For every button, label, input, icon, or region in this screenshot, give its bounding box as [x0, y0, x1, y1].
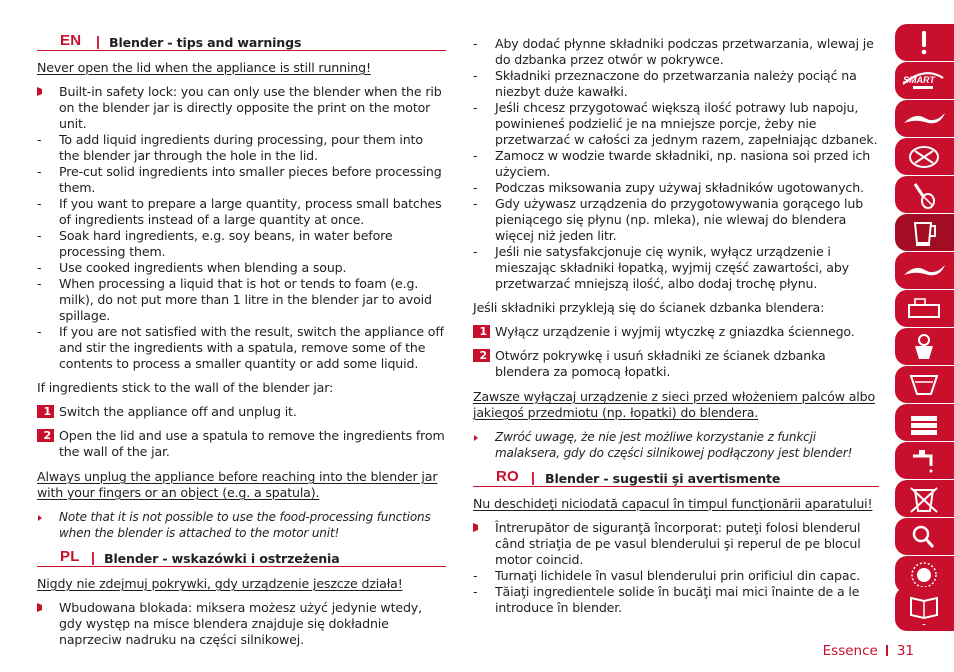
note-en: Note that it is not possible to use the food-processing functions when the blender is attached to the motor unit!: [37, 509, 446, 541]
svg-text:SMART: SMART: [903, 75, 935, 85]
safety-lock-pl: Wbudowana blokada: miksera możesz użyć jedynie wtedy, gdy występ na misce blendera znajduje się dokładnie naprzeciw nadruku na części silnikowej.: [37, 600, 446, 648]
step-number: 1: [37, 405, 54, 418]
tab-blade[interactable]: [895, 100, 954, 137]
tab-smart-control[interactable]: [895, 62, 954, 99]
brand-name: Essence: [822, 643, 878, 659]
language-code-ro: RO: [496, 468, 519, 485]
tip-item: - Gdy używasz urządzenia do przygotowywania gorącego lub pieniącego się płynu (np. mleka), nie wlewaj do blendera więcej niż jeden litr.: [473, 196, 864, 243]
exclamation-icon: [895, 24, 954, 61]
bin-icon: [895, 480, 954, 517]
tab-blender-jar[interactable]: [895, 214, 954, 251]
tip-item: - Soak hard ingredients, e.g. soy beans, in water before processing them.: [37, 228, 393, 259]
safety-lock-ro: Întrerupător de siguranţă încorporat: puteţi folosi blenderul când striaţia de pe vasul blenderului şi reperul de pe blocul motor coincid.: [473, 520, 879, 568]
warning-pl: Nigdy nie zdejmuj pokrywki, gdy urządzenie jeszcze działa!: [37, 576, 403, 591]
note-pl: Zwróć uwagę, że nie jest możliwe korzystanie z funkcji malaksera, gdy do części silnikowej podłączony jest blender!: [473, 429, 879, 461]
tip-item: - Składniki przeznaczone do przetwarzania należy pociąć na niezbyt duże kawałki.: [473, 68, 857, 99]
blade-icon: [895, 100, 954, 137]
right-column: [473, 0, 879, 616]
step-number: 2: [473, 349, 490, 362]
section-header-pl: [37, 549, 446, 567]
page-footer: [823, 643, 914, 659]
juicer-icon: [895, 328, 954, 365]
tip-item: - Tăiaţi ingredientele solide în bucăţi mai mici înainte de a le introduce în blender.: [473, 584, 860, 615]
tip-item: - If you want to prepare a large quantity, process small batches of ingredients instead of a large quantity at once.: [37, 196, 442, 227]
language-code-en: EN: [60, 32, 82, 49]
step-2-en: 2 Open the lid and use a spatula to remove the ingredients from the wall of the jar.: [37, 428, 446, 460]
tab-safety[interactable]: [895, 24, 954, 61]
storage-icon: [895, 404, 954, 441]
tip-item: - Use cooked ingredients when blending a soup.: [37, 260, 347, 275]
tip-item: - Jeśli chcesz przygotować większą ilość potrawy lub napoju, powinieneś podzielić je na mniejsze porcje, żeby nie przetwarzać w całości za jednym razem, zapełniając dzbanek.: [473, 100, 878, 147]
blade-icon: [895, 252, 954, 289]
language-code-pl: PL: [60, 548, 80, 565]
step-2-pl: 2 Otwórz pokrywkę i usuń składniki ze ścianek dzbanka blendera za pomocą łopatki.: [473, 348, 879, 380]
safety-lock-en: Built-in safety lock: you can only use the blender when the rib on the blender jar is directly opposite the print on the motor unit.: [37, 84, 446, 132]
section-header-ro: [473, 469, 879, 487]
book-icon: [895, 587, 954, 624]
tip-item: - Jeśli nie satysfakcjonuje cię wynik, wyłącz urządzenie i mieszając składniki łopatką, wyjmij część zawartości, aby przetwarzać mniejszą ilość, albo dodaj trochę płynu.: [473, 244, 849, 291]
tip-item: - Turnaţi lichidele în vasul blenderului prin orificiul din capac.: [473, 568, 861, 583]
faucet-icon: [895, 442, 954, 479]
bullet-icon: [37, 603, 42, 612]
step-number: 1: [473, 325, 490, 338]
tab-troubleshooting[interactable]: [895, 518, 954, 555]
left-column: [37, 0, 446, 648]
tab-whisk[interactable]: [895, 176, 954, 213]
tab-fan[interactable]: [895, 138, 954, 175]
note-triangle-icon: [474, 435, 478, 441]
magnifier-icon: [895, 518, 954, 555]
tip-item: - If you are not satisfied with the result, switch the appliance off and stir the ingredients with a spatula, remove some of the contents to process a smaller quantity or add some liquid.: [37, 324, 444, 371]
warning-en: Never open the lid when the appliance is still running!: [37, 60, 371, 75]
bullet-icon: [473, 523, 478, 532]
section-title-pl: Blender - wskazówki i ostrzeżenia: [104, 551, 340, 566]
tab-storage[interactable]: [895, 404, 954, 441]
unplug-warning-en: Always unplug the appliance before reaching into the blender jar with your fingers or an object (e.g. a spatula).: [37, 469, 438, 500]
stick-intro-en: If ingredients stick to the wall of the blender jar:: [37, 380, 334, 395]
blender-jar-icon: [895, 214, 954, 251]
tip-item: - Zamocz w wodzie twarde składniki, np. nasiona soi przed ich użyciem.: [473, 148, 871, 179]
tab-cleaning[interactable]: [895, 442, 954, 479]
step-1-pl: 1 Wyłącz urządzenie i wyjmij wtyczkę z gniazdka ściennego.: [473, 324, 879, 340]
tab-recipe[interactable]: [895, 366, 954, 403]
stick-intro-pl: Jeśli składniki przykleją się do ścianek dzbanka blendera:: [473, 300, 825, 315]
tab-environment[interactable]: [895, 480, 954, 517]
fan-icon: [895, 138, 954, 175]
step-number: 2: [37, 429, 54, 442]
note-triangle-icon: [38, 515, 42, 521]
footer-divider: [886, 645, 888, 656]
separator: |: [91, 549, 95, 565]
chapter-tabs: [895, 24, 954, 634]
recipe-icon: [895, 366, 954, 403]
tip-item: - Pre-cut solid ingredients into smaller pieces before processing them.: [37, 164, 442, 195]
tip-item: - Podczas miksowania zupy używaj składników ugotowanych.: [473, 180, 864, 195]
tab-book[interactable]: [895, 587, 954, 624]
tip-item: - When processing a liquid that is hot or tends to foam (e.g. milk), do not put more than 1 litre in the blender jar to avoid spillage.: [37, 276, 432, 323]
section-title-ro: Blender - sugestii şi avertismente: [545, 471, 781, 486]
section-title-en: Blender - tips and warnings: [109, 35, 302, 50]
tip-item: - To add liquid ingredients during processing, pour them into the blender jar through the hole in the lid.: [37, 132, 423, 163]
smart-control-icon: [895, 62, 954, 99]
separator: |: [531, 469, 535, 485]
separator: |: [96, 33, 100, 49]
tab-chopper[interactable]: [895, 290, 954, 327]
section-header-en: [37, 33, 446, 51]
tab-blade-2[interactable]: [895, 252, 954, 289]
page-number: 31: [896, 643, 914, 659]
bullet-icon: [37, 87, 42, 96]
warning-ro: Nu deschideţi niciodată capacul în timpul funcţionării aparatului!: [473, 496, 873, 511]
unplug-warning-pl: Zawsze wyłączaj urządzenie z sieci przed włożeniem palców albo jakiegoś przedmiotu (np. łopatki) do blendera.: [473, 389, 876, 420]
tab-juicer[interactable]: [895, 328, 954, 365]
chopper-icon: [895, 290, 954, 327]
step-1-en: 1 Switch the appliance off and unplug it.: [37, 404, 446, 420]
tip-item: - Aby dodać płynne składniki podczas przetwarzania, wlewaj je do dzbanka przez otwór w pokrywce.: [473, 36, 874, 67]
whisk-icon: [895, 176, 954, 213]
